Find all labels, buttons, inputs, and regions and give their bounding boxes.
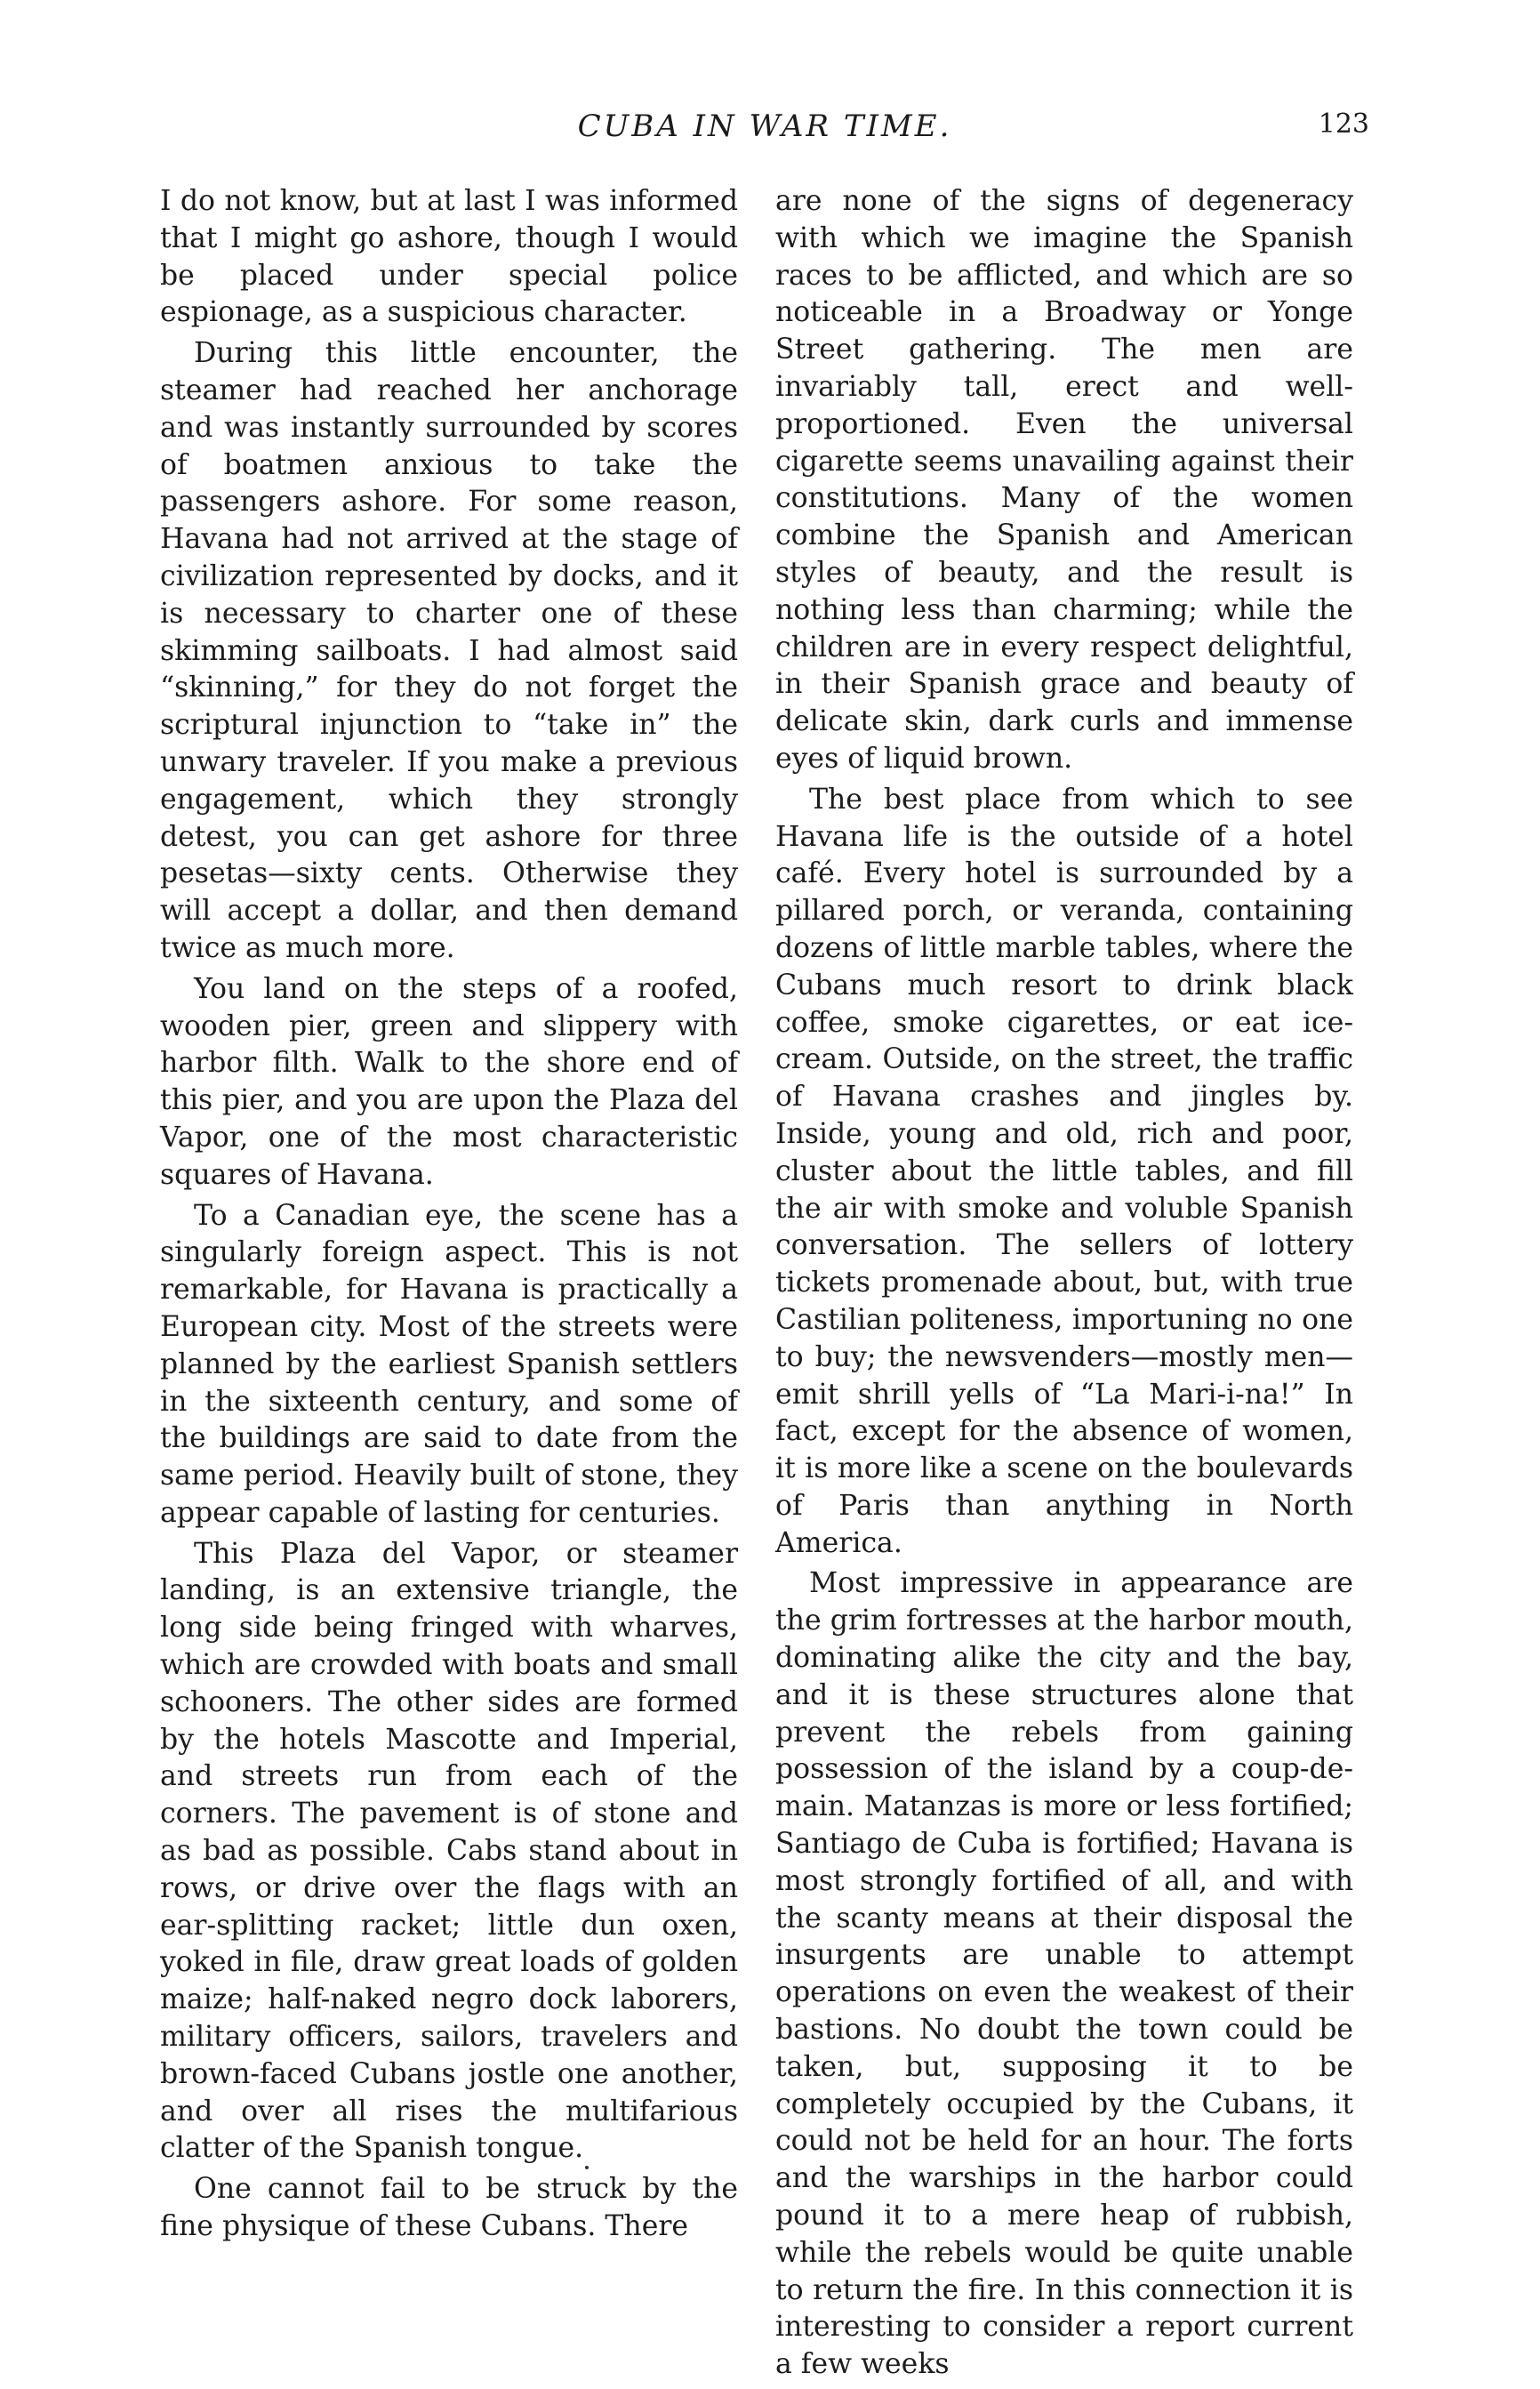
left-column: [160, 183, 738, 2249]
page-number: 123: [1318, 109, 1369, 140]
ink-speck: [585, 2166, 589, 2169]
left-paragraph-2: During this little encounter, the steamer had reached her anchorage and was instantly surrounded by scores of boatmen anxious to take the passengers ashore. For some reason, Havana had not arrived at the stage of civilization represented by docks, and it is necessary to charter one of these skimming sailboats. I had almost said “skinning,” for they do not forget the scriptural injunction to “take in” the unwary traveler. If you make a previous engagement, which they strongly detest, you can get ashore for three pesetas—sixty cents. Otherwise they will accept a dollar, and then demand twice as much more.: [160, 337, 738, 964]
left-paragraph-3: You land on the steps of a roofed, wooden pier, green and slippery with harbor filth. Walk to the shore end of this pier, and you are upon the Plaza del Vapor, one of the most characteristic squares of Havana.: [160, 972, 738, 1191]
running-head: [160, 109, 1369, 153]
right-column: [775, 183, 1353, 2387]
left-paragraph-6: One cannot fail to be struck by the fine physique of these Cubans. There: [160, 2173, 738, 2243]
left-paragraph-4: To a Canadian eye, the scene has a singularly foreign aspect. This is not remarkable, for Havana is practically a European city. Most of the streets were planned by the earliest Spanish settlers in the sixteenth century, and some of the buildings are said to date from the same period. Heavily built of stone, they appear capable of lasting for centuries.: [160, 1199, 738, 1529]
left-paragraph-5: This Plaza del Vapor, or steamer landing, is an extensive triangle, the long side being fringed with wharves, which are crowded with boats and small schooners. The other sides are formed by the hotels Mascotte and Imperial, and streets run from each of the corners. The pavement is of stone and as bad as possible. Cabs stand about in rows, or drive over the flags with an ear-splitting racket; little dun oxen, yoked in file, draw great loads of golden maize; half-naked negro dock laborers, military officers, sailors, travelers and brown-faced Cubans jostle one another, and over all rises the multifarious clatter of the Spanish tongue.: [160, 1537, 738, 2165]
right-paragraph-3: Most impressive in appearance are the grim fortresses at the harbor mouth, dominating alike the city and the bay, and it is these structures alone that prevent the rebels from gaining possession of the island by a coup-de-main. Matanzas is more or less fortified; Santiago de Cuba is fortified; Havana is most strongly fortified of all, and with the scanty means at their disposal the insurgents are unable to attempt operations on even the weakest of their bastions. No doubt the town could be taken, but, supposing it to be completely occupied by the Cubans, it could not be held for an hour. The forts and the warships in the harbor could pound it to a mere heap of rubbish, while the rebels would be quite unable to return the fire. In this connection it is interesting to consider a report current a few weeks: [775, 1567, 1353, 2381]
running-title: CUBA IN WAR TIME.: [577, 109, 952, 144]
right-paragraph-1: are none of the signs of degeneracy with which we imagine the Spanish races to be afflicted, and which are so noticeable in a Broadway or Yonge Street gathering. The men are invariably tall, erect and well-proportioned. Even the universal cigarette seems unavailing against their constitutions. Many of the women combine the Spanish and American styles of beauty, and the result is nothing less than charming; while the children are in every respect delightful, in their Spanish grace and beauty of delicate skin, dark curls and immense eyes of liquid brown.: [775, 185, 1353, 775]
right-paragraph-2: The best place from which to see Havana life is the outside of a hotel café. Every hotel is surrounded by a pillared porch, or veranda, containing dozens of little marble tables, where the Cubans much resort to drink black coffee, smoke cigarettes, or eat ice-cream. Outside, on the street, the traffic of Havana crashes and jingles by. Inside, young and old, rich and poor, cluster about the little tables, and fill the air with smoke and voluble Spanish conversation. The sellers of lottery tickets promenade about, but, with true Castilian politeness, importuning no one to buy; the newsvenders—mostly men—emit shrill yells of “La Mari-i-na!” In fact, except for the absence of women, it is more like a scene on the boulevards of Paris than anything in North America.: [775, 783, 1353, 1559]
left-paragraph-1: I do not know, but at last I was informed that I might go ashore, though I would be placed under special police espionage, as a suspicious character.: [160, 185, 738, 329]
